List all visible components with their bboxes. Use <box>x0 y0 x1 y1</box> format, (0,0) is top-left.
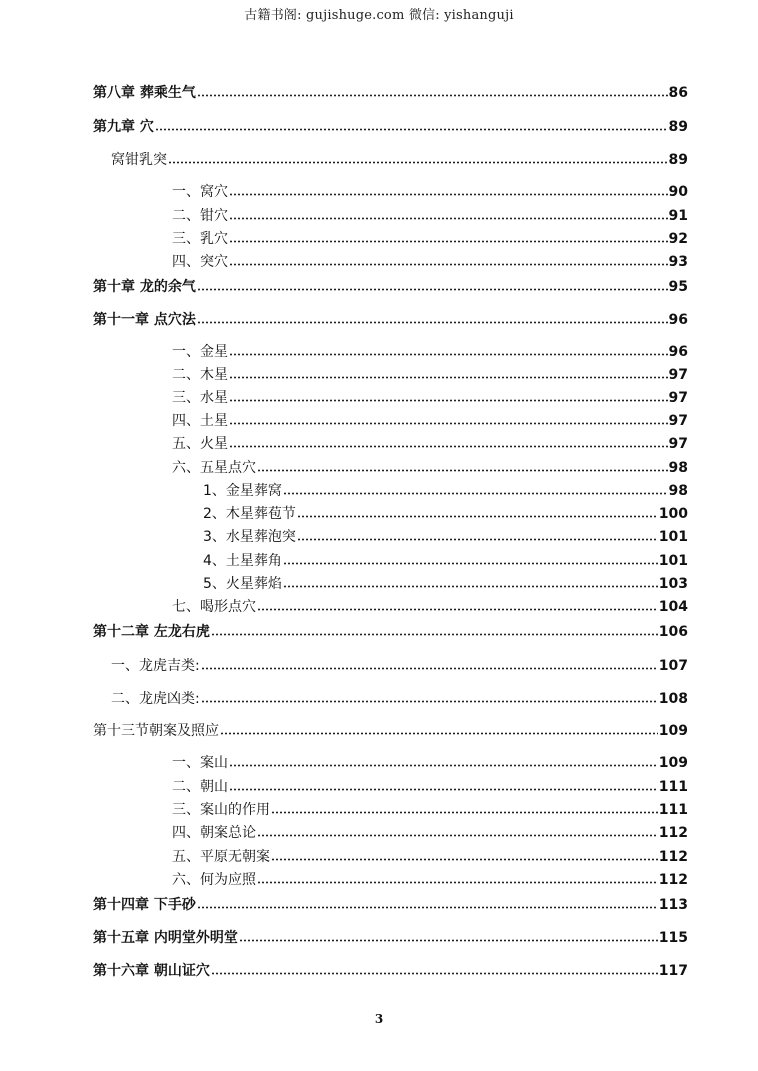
leader-dots <box>257 823 658 837</box>
leader-dots <box>229 411 668 425</box>
toc-entry-label: 3、水星葬泡突 <box>203 529 296 545</box>
toc-entry[interactable] <box>172 434 688 453</box>
toc-entry[interactable] <box>93 961 688 980</box>
toc-entry[interactable] <box>111 656 688 675</box>
toc-entry[interactable] <box>93 895 688 914</box>
toc-entry[interactable] <box>172 847 688 866</box>
toc-entry[interactable] <box>93 277 688 296</box>
toc-entry[interactable] <box>172 182 688 201</box>
toc-entry[interactable] <box>93 721 688 740</box>
leader-dots <box>229 777 658 791</box>
toc-entry-page: 112 <box>658 872 688 888</box>
toc-entry-page: 104 <box>658 599 688 615</box>
toc-entry-label: 三、乳穴 <box>172 231 228 247</box>
toc-entry[interactable] <box>203 527 688 546</box>
toc-entry-label: 一、龙虎吉类: <box>111 658 200 674</box>
toc-entry[interactable] <box>172 342 688 361</box>
leader-dots <box>197 310 668 324</box>
toc-entry-page: 91 <box>668 208 688 224</box>
toc-entry-label: 七、喝形点穴 <box>172 599 256 615</box>
toc-entry[interactable] <box>172 365 688 384</box>
toc-entry[interactable] <box>172 777 688 796</box>
toc-entry-page: 100 <box>658 506 688 522</box>
leader-dots <box>197 83 668 97</box>
toc-entry-page: 98 <box>668 483 688 499</box>
leader-dots <box>297 527 658 541</box>
toc-entry-label: 第十五章 内明堂外明堂 <box>93 930 238 946</box>
toc-entry-page: 86 <box>668 85 688 101</box>
site-watermark-header: 古籍书阁: gujishuge.com 微信: yishanguji <box>244 8 514 23</box>
toc-entry-page: 92 <box>668 231 688 247</box>
toc-entry-label: 第十六章 朝山证穴 <box>93 963 210 979</box>
toc-entry[interactable] <box>203 504 688 523</box>
leader-dots <box>229 753 658 767</box>
toc-entry[interactable] <box>93 622 688 641</box>
toc-entry[interactable] <box>172 411 688 430</box>
toc-entry-page: 111 <box>658 779 688 795</box>
toc-entry-page: 90 <box>668 184 688 200</box>
toc-entry-label: 第十四章 下手砂 <box>93 897 196 913</box>
leader-dots <box>229 206 668 220</box>
toc-entry-label: 一、金星 <box>172 344 228 360</box>
leader-dots <box>168 150 668 164</box>
toc-entry-page: 106 <box>658 624 688 640</box>
toc-entry-page: 115 <box>658 930 688 946</box>
toc-entry-page: 107 <box>658 658 688 674</box>
toc-entry-page: 101 <box>658 553 688 569</box>
leader-dots <box>283 481 668 495</box>
toc-entry[interactable] <box>172 800 688 819</box>
leader-dots <box>283 551 658 565</box>
toc-entry-label: 五、平原无朝案 <box>172 849 270 865</box>
toc-entry-page: 112 <box>658 849 688 865</box>
toc-entry-page: 101 <box>658 529 688 545</box>
toc-entry[interactable] <box>93 117 688 136</box>
toc-entry-page: 96 <box>668 312 688 328</box>
leader-dots <box>201 656 658 670</box>
leader-dots <box>197 277 668 291</box>
leader-dots <box>197 895 658 909</box>
toc-entry-label: 四、突穴 <box>172 254 228 270</box>
leader-dots <box>229 252 668 266</box>
toc-entry-page: 96 <box>668 344 688 360</box>
toc-entry-page: 97 <box>668 413 688 429</box>
toc-entry-page: 103 <box>658 576 688 592</box>
toc-entry-label: 5、火星葬焰 <box>203 576 282 592</box>
toc-entry-label: 三、案山的作用 <box>172 802 270 818</box>
toc-entry-page: 109 <box>658 723 688 739</box>
leader-dots <box>257 597 658 611</box>
toc-entry[interactable] <box>93 310 688 329</box>
toc-entry-page: 97 <box>668 436 688 452</box>
leader-dots <box>229 388 668 402</box>
toc-entry-page: 89 <box>668 152 688 168</box>
leader-dots <box>229 365 668 379</box>
toc-entry[interactable] <box>172 458 688 477</box>
toc-entry-label: 第八章 葬乘生气 <box>93 85 196 101</box>
toc-entry[interactable] <box>203 551 688 570</box>
leader-dots <box>297 504 658 518</box>
page-number: 3 <box>374 1012 384 1026</box>
toc-entry-label: 4、土星葬角 <box>203 553 282 569</box>
toc-entry-label: 2、木星葬苞节 <box>203 506 296 522</box>
toc-entry[interactable] <box>203 481 688 500</box>
toc-entry-label: 二、木星 <box>172 367 228 383</box>
toc-entry[interactable] <box>172 229 688 248</box>
toc-entry-label: 一、窝穴 <box>172 184 228 200</box>
toc-entry-page: 97 <box>668 367 688 383</box>
toc-entry-label: 二、钳穴 <box>172 208 228 224</box>
leader-dots <box>229 182 668 196</box>
leader-dots <box>155 117 668 131</box>
toc-entry-page: 95 <box>668 279 688 295</box>
toc-entry-label: 第十章 龙的余气 <box>93 279 196 295</box>
leader-dots <box>211 622 658 636</box>
toc-entry-page: 89 <box>668 119 688 135</box>
toc-entry[interactable] <box>172 388 688 407</box>
toc-entry-page: 117 <box>658 963 688 979</box>
toc-entry[interactable] <box>172 753 688 772</box>
toc-entry-page: 97 <box>668 390 688 406</box>
toc-entry[interactable] <box>93 928 688 947</box>
toc-entry-label: 二、朝山 <box>172 779 228 795</box>
toc-entry-page: 98 <box>668 460 688 476</box>
leader-dots <box>229 434 668 448</box>
leader-dots <box>257 870 658 884</box>
toc-entry-label: 窝钳乳突 <box>111 152 167 168</box>
toc-entry[interactable] <box>93 83 688 102</box>
toc-entry-label: 第十二章 左龙右虎 <box>93 624 210 640</box>
toc-entry-label: 五、火星 <box>172 436 228 452</box>
toc-entry-page: 109 <box>658 755 688 771</box>
toc-entry-label: 六、五星点穴 <box>172 460 256 476</box>
toc-entry-label: 六、何为应照 <box>172 872 256 888</box>
leader-dots <box>229 229 668 243</box>
toc-entry[interactable] <box>172 206 688 225</box>
toc-entry[interactable] <box>172 597 688 616</box>
toc-entry[interactable] <box>172 823 688 842</box>
toc-entry-label: 1、金星葬窝 <box>203 483 282 499</box>
toc-entry-page: 108 <box>658 691 688 707</box>
toc-entry-label: 第十三节朝案及照应 <box>93 723 219 739</box>
toc-entry-label: 二、龙虎凶类: <box>111 691 200 707</box>
toc-entry[interactable] <box>111 150 688 169</box>
toc-entry-label: 一、案山 <box>172 755 228 771</box>
leader-dots <box>220 721 658 735</box>
toc-entry[interactable] <box>172 870 688 889</box>
leader-dots <box>239 928 658 942</box>
toc-entry-page: 93 <box>668 254 688 270</box>
toc-entry[interactable] <box>111 689 688 708</box>
leader-dots <box>257 458 668 472</box>
toc-entry[interactable] <box>203 574 688 593</box>
toc-entry-label: 三、水星 <box>172 390 228 406</box>
leader-dots <box>229 342 668 356</box>
leader-dots <box>283 574 658 588</box>
toc-entry-label: 第十一章 点穴法 <box>93 312 196 328</box>
toc-entry-label: 四、朝案总论 <box>172 825 256 841</box>
leader-dots <box>201 689 658 703</box>
toc-entry-page: 112 <box>658 825 688 841</box>
toc-entry-label: 四、土星 <box>172 413 228 429</box>
leader-dots <box>271 800 658 814</box>
leader-dots <box>271 847 658 861</box>
toc-entry[interactable] <box>172 252 688 271</box>
leader-dots <box>211 961 658 975</box>
toc-entry-page: 111 <box>658 802 688 818</box>
toc-entry-page: 113 <box>658 897 688 913</box>
toc-entry-label: 第九章 穴 <box>93 119 154 135</box>
